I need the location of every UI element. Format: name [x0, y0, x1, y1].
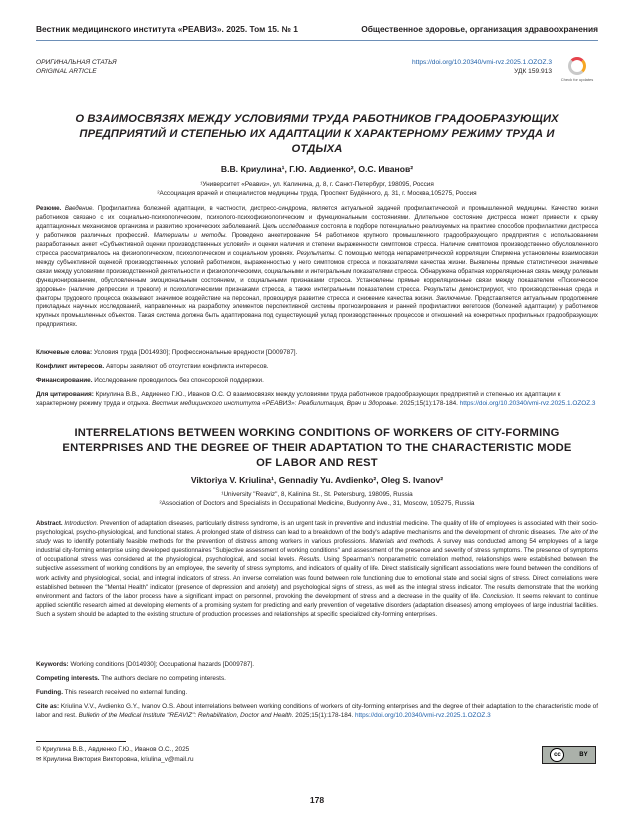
abstract-en-conclusion-label: Conclusion.	[482, 592, 515, 600]
doi-link[interactable]: https://doi.org/10.20340/vmi-rvz.2025.1.OZOZ.3	[411, 59, 552, 66]
funding-ru-value: Исследование проводилось без спонсорской поддержки.	[94, 377, 264, 384]
affiliation-en-1: ¹University "Reaviz", 8, Kalinina St., St. Petersburg, 198095, Russia	[221, 491, 413, 498]
conflict-ru-value: Авторы заявляют об отсутствии конфликта интересов.	[105, 363, 269, 370]
abstract-en-intro: Prevention of adaptation diseases, particularly distress syndrome, is an urgent task in preventive and industrial medicine. The quality of life of employees is associated with their socio-psychological, psycho-physiological, and functional states. A prolonged state of distress can lead to a breakdown of the body's adaptive mechanisms and the development of chronic diseases.	[36, 520, 598, 537]
conflict-en-label: Competing interests.	[36, 675, 100, 682]
citation-ru	[36, 390, 598, 408]
affiliation-ru-1: ¹Университет «Реавиз», ул. Калинина, д. 8, г. Санкт-Петербург, 198095, Россия	[200, 181, 434, 188]
abstract-ru-conclusion: Представляется актуальным продолжение прикладных научных исследований, направленных на разработку элементов перспективной системы прогнозирования и ранней профилактики вегетозов (болезней адаптации) у работников крупных промышленных объектов. Такая система должна быть адаптирована под существующий уклад производственных процессов и отношений на конкретных профильных градообразующих предприятиях.	[36, 294, 598, 329]
affiliation-en-2: ²Association of Doctors and Specialists in Occupational Medicine, Budyonny Ave., 31, Moscow, 105275, Russia	[159, 500, 475, 507]
header-rule	[36, 40, 598, 41]
conflict-en	[36, 674, 598, 683]
funding-ru	[36, 376, 598, 385]
abstract-en	[36, 519, 598, 619]
citation-ru-journal: Вестник медицинского института «РЕАВИЗ»: Реабилитация, Врач и Здоровье.	[151, 400, 399, 407]
footer-notes	[36, 745, 194, 764]
abstract-ru-results: С помощью метода непараметрической корреляции Спирмена установлены взаимосвязи между субъективной оценкой производственных условий работником, выраженностью у него симптомов стресса и показателями качества жизни. Выявлены прямые статистически значимые связи между условиями производственной деятельности и физиологическими, социальными и интегральным показателями стресса. Обнаружена обратная корреляционная связь между ролевым функционированием, обусловленным эмоциональным состоянием, и социальными признаками стресса. Установлены прямые корреляционные связи между показателем «Психическое здоровье» (наличие депрессии и тревоги) и психологическими признаками стресса, а также интегральным показателем стресса. Результаты демонстрируют, что производственная среда и факторы трудового процесса оказывают значимое воздействие на персонал, провоцируя развитие стресса и снижение качества жизни.	[36, 249, 598, 302]
abstract-ru-conclusion-label: Заключение.	[435, 294, 473, 302]
abstract-en-conclusion: It seems relevant to continue applied scientific research aimed at developing elements of a promising system for predicting and early prevention of vegetative disorders (adaptation diseases) among employees of large industrial facilities. Such a system should be adapted to the existing structure of production processes and relationships at specific specialized city-forming enterprises.	[36, 592, 598, 618]
citation-en-text: Kriulina V.V., Avdienko G.Y., Ivanov O.S. About interrelations between working conditions of workers of city-forming enterprises and the degree of their adaptation to the characteristic mode of labor and rest.	[36, 703, 598, 719]
cc-icon: cc	[550, 748, 564, 762]
abstract-ru-intro: Профилактика болезней адаптации, в частности, дистресс-синдрома, является актуальной задачей профилактической и промышленной медицины. Качество жизни работников связано с их социально-психологическим, психолого-психофизиологическим и функциональным состояниями. Длительное состояние дистресса может привести к срыву адаптационных механизмов организма и развитию хронических заболеваний.	[36, 205, 598, 230]
abstract-en-intro-label: Introduction.	[64, 520, 99, 527]
citation-ru-text: Криулина В.В., Авдиенко Г.Ю., Иванов О.С. О взаимосвязях между условиями труда работников градообразующих предприятий и степенью их адаптации к характерному режиму труда и отдыха.	[36, 391, 561, 407]
by-label: BY	[579, 752, 588, 758]
abstract-ru	[36, 205, 598, 330]
keywords-ru	[36, 348, 598, 357]
citation-ru-label: Для цитирования:	[36, 391, 94, 398]
abstract-ru-methods-label: Материалы и методы.	[153, 231, 228, 239]
check-for-updates-badge[interactable]	[557, 57, 597, 93]
authors-ru: В.В. Криулина¹, Г.Ю. Авдиенко², О.С. Иванов²	[220, 164, 414, 174]
abstract-en-results: Using Spearman's nonparametric correlation method, relationships were established between the subjective assessment of working conditions by an employee, the severity of stress symptoms, and indicators of quality of life. Direct statistically significant associations were found between the conditions of work activity and physiological, social, and integral indicators of stress. An inverse correlation was found between role functioning due to emotional state and social signs of stress. Direct correlations were established between the "Mental Health" indicator (presence of depression and anxiety) and psychological signs of stress, as well as the integral stress indicator. The results demonstrate that the working environment and factors of the labor process have a significant impact on personnel, provoking the development of stress and a decrease in the quality of life.	[36, 556, 598, 600]
conflict-ru-label: Конфликт интересов.	[36, 363, 105, 370]
udc-code: УДК 159.913	[514, 68, 552, 75]
journal-name: Вестник медицинского института «РЕАВИЗ». 2025. Том 15. № 1	[36, 24, 298, 34]
affiliation-ru-2: ²Ассоциация врачей и специалистов медицины труда, Проспект Будённого, д. 31, г. Москва,105275, Россия	[157, 190, 477, 197]
article-type-en: ORIGINAL ARTICLE	[36, 68, 97, 75]
citation-ru-tail: 2025;15(1):178-184.	[400, 400, 458, 407]
title-ru: О ВЗАИМОСВЯЗЯХ МЕЖДУ УСЛОВИЯМИ ТРУДА РАБОТНИКОВ ГРАДООБРАЗУЮЩИХ ПРЕДПРИЯТИЙ И СТЕПЕНЬЮ ИХ АДАПТАЦИИ К ХАРАКТЕРНОМУ РЕЖИМУ ТРУДА И ОТДЫХА	[75, 113, 559, 155]
article-type-ru: ОРИГИНАЛЬНАЯ СТАТЬЯ	[36, 59, 117, 66]
funding-en-value: This research received no external funding.	[64, 689, 188, 696]
update-icon	[568, 57, 586, 75]
citation-en-tail: 2025;15(1):178-184.	[295, 712, 354, 719]
citation-en-doi-link[interactable]: https://doi.org/10.20340/vmi-rvz.2025.1.OZOZ.3	[354, 712, 491, 719]
running-head	[36, 18, 598, 40]
abstract-en-aim-label: The aim of the study	[36, 529, 598, 546]
section-name: Общественное здоровье, организация здравоохранения	[361, 24, 598, 34]
abstract-ru-aim: состояла в подборе потенциально реализуемых на практике способов профилактики дистресса у работников различных профессий.	[36, 222, 598, 239]
abstract-ru-label: Резюме.	[36, 205, 62, 212]
citation-en	[36, 702, 598, 720]
abstract-en-methods-label: Materials and methods.	[369, 538, 435, 546]
citation-en-label: Cite as:	[36, 703, 60, 710]
abstract-en-results-label: Results.	[298, 556, 322, 564]
funding-en	[36, 688, 598, 697]
keywords-en-value: Working conditions [D014930]; Occupational hazards [D009787].	[70, 661, 254, 668]
cc-by-license-badge[interactable]	[542, 746, 596, 764]
affiliations-en	[36, 490, 598, 508]
correspondence-note: ✉ Криулина Виктория Викторовна, kriulina_v@mail.ru	[36, 755, 194, 763]
article-identifiers	[412, 58, 552, 76]
page-number: 178	[309, 795, 325, 805]
keywords-ru-value: Условия труда [D014930]; Профессиональные вредности [D009787].	[93, 349, 298, 356]
conflict-en-value: The authors declare no competing interests.	[101, 675, 226, 682]
funding-ru-label: Финансирование.	[36, 377, 93, 384]
abstract-ru-intro-label: Введение.	[64, 205, 95, 212]
badge-label: Check for updates	[560, 77, 594, 82]
abstract-en-label: Abstract.	[36, 520, 63, 527]
abstract-ru-methods: Проведено анкетирование 54 работников крупного промышленного градообразующего предприятия с использованием разработанных анкет «Субъективной оценки производственных условий» и оценки наличия и степени выраженности симптомов стресса. Наличие симптомов производственно обусловленного стресса рассматривалось на физиологическом, психологическом и социальном уровнях.	[36, 231, 598, 257]
abstract-en-methods: A survey was conducted among 54 employees of a large industrial city-forming enterprise using developed questionnaires "Subjective assessment of working conditions" and assessment of the presence and severity of stress symptoms. The presence of symptoms of occupational stress was considered at the physiological, psychological, and social levels.	[36, 538, 598, 564]
abstract-en-aim: was to identify potentially feasible methods for the prevention of distress among workers in various professions.	[53, 538, 367, 546]
article-type	[36, 58, 117, 76]
keywords-en-label: Keywords:	[36, 661, 69, 668]
footer-rule	[36, 741, 126, 742]
authors-en: Viktoriya V. Kriulina¹, Gennadiy Yu. Avdienko², Oleg S. Ivanov²	[190, 475, 444, 485]
abstract-ru-results-label: Результаты.	[296, 249, 337, 257]
conflict-ru	[36, 362, 598, 371]
citation-en-journal: Bulletin of the Medical Institute "REAVIZ": Rehabilitation, Doctor and Health.	[78, 712, 294, 719]
abstract-ru-aim-label: Цель исследования	[262, 222, 319, 230]
funding-en-label: Funding.	[36, 689, 63, 696]
copyright-note: © Криулина В.В., Авдиенко Г.Ю., Иванов О.С., 2025	[36, 746, 190, 753]
keywords-en	[36, 660, 598, 669]
affiliations-ru	[36, 180, 598, 198]
citation-ru-doi-link[interactable]: https://doi.org/10.20340/vmi-rvz.2025.1.OZOZ.3	[459, 400, 596, 407]
keywords-ru-label: Ключевые слова:	[36, 349, 93, 356]
title-en: INTERRELATIONS BETWEEN WORKING CONDITIONS OF WORKERS OF CITY-FORMING ENTERPRISES AND THE DEGREE OF THEIR ADAPTATION TO THE CHARACTERISTIC MODE OF LABOR AND REST	[62, 427, 572, 469]
